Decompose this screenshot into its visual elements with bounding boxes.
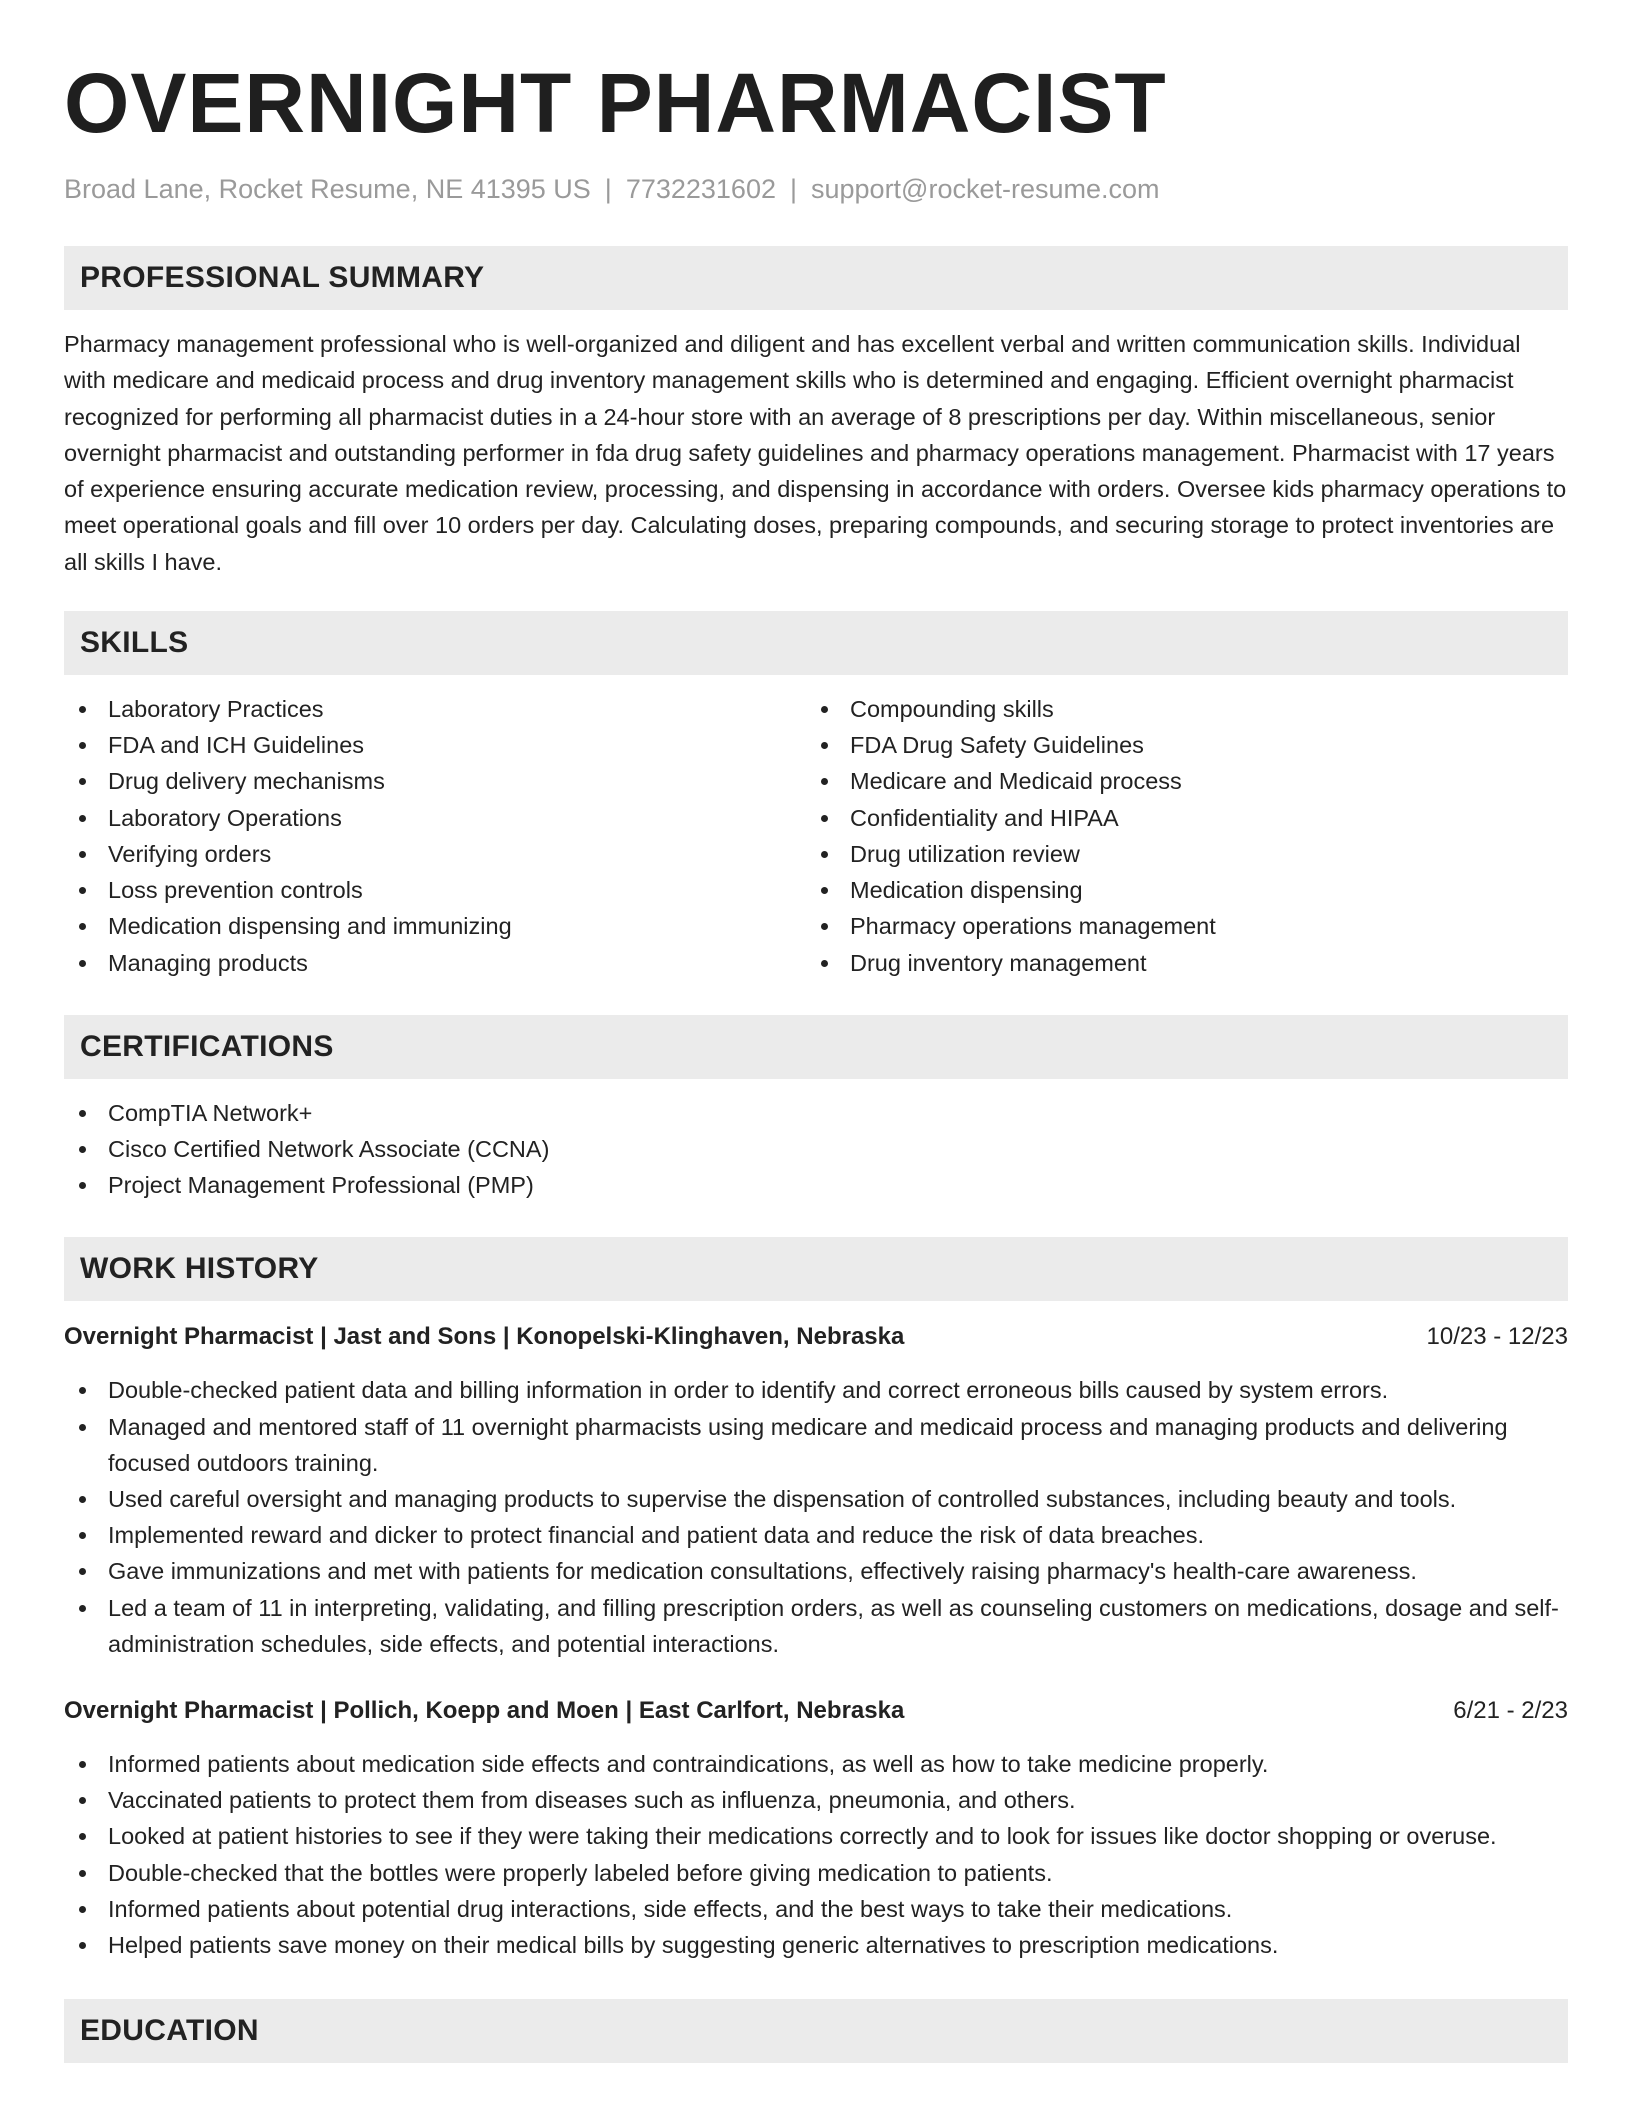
skill-item: FDA Drug Safety Guidelines [806, 727, 1548, 763]
section-title-certifications: CERTIFICATIONS [80, 1029, 334, 1063]
skill-item: Managing products [64, 945, 806, 981]
section-title-skills: SKILLS [80, 626, 189, 660]
certifications-list [64, 1095, 1568, 1204]
skill-item: Pharmacy operations management [806, 908, 1548, 944]
job-bullet: Informed patients about potential drug interactions, side effects, and the best ways to take their medications. [64, 1891, 1568, 1927]
section-header-summary [64, 246, 1568, 310]
section-header-education [64, 1999, 1568, 2063]
job-bullet: Used careful oversight and managing products to supervise the dispensation of controlled substances, including beauty and tools. [64, 1481, 1568, 1517]
section-header-certifications [64, 1015, 1568, 1079]
skill-item: Medication dispensing [806, 872, 1548, 908]
certification-item: Cisco Certified Network Associate (CCNA) [64, 1131, 1568, 1167]
job-heading-row [64, 1320, 1568, 1354]
skill-item: FDA and ICH Guidelines [64, 727, 806, 763]
contact-separator: | [604, 174, 612, 204]
skills-list-left [64, 691, 806, 981]
job-bullet: Informed patients about medication side effects and contraindications, as well as how to take medicine properly. [64, 1746, 1568, 1782]
contact-address: Broad Lane, Rocket Resume, NE 41395 US [64, 174, 591, 204]
contact-phone: 7732231602 [625, 174, 776, 204]
candidate-name: OVERNIGHT PHARMACIST [64, 56, 1167, 150]
job-title: Overnight Pharmacist | Pollich, Koepp and Moen | East Carlfort, Nebraska [64, 1696, 905, 1724]
job-dates: 10/23 - 12/23 [1426, 1323, 1568, 1351]
job-bullet: Led a team of 11 in interpreting, validating, and filling prescription orders, as well as counseling customers on medications, dosage and self-administration schedules, side effects, and potential interactions. [64, 1590, 1568, 1662]
job-title: Overnight Pharmacist | Jast and Sons | Konopelski-Klinghaven, Nebraska [64, 1323, 905, 1351]
section-title-work-history: WORK HISTORY [80, 1252, 319, 1286]
contact-separator: | [789, 174, 797, 204]
contact-line [64, 172, 1568, 206]
skill-item: Laboratory Practices [64, 691, 806, 727]
skills-list-right [806, 691, 1548, 981]
job-bullet: Gave immunizations and met with patients for medication consultations, effectively raising pharmacy's health-care awareness. [64, 1553, 1568, 1589]
job-entry [64, 1694, 1568, 1963]
section-header-work-history [64, 1237, 1568, 1301]
job-bullet: Looked at patient histories to see if they were taking their medications correctly and to look for issues like doctor shopping or overuse. [64, 1818, 1568, 1854]
skill-item: Drug inventory management [806, 945, 1548, 981]
section-header-skills [64, 611, 1568, 675]
skill-item: Confidentiality and HIPAA [806, 800, 1548, 836]
skill-item: Medicare and Medicaid process [806, 763, 1548, 799]
job-bullets [64, 1746, 1568, 1963]
contact-email: support@rocket-resume.com [811, 174, 1160, 204]
job-entry [64, 1320, 1568, 1662]
summary-text: Pharmacy management professional who is well-organized and diligent and has excellent verbal and written communication skills. Individual with medicare and medicaid process and drug inventory management skills who is determined and engaging. Efficient overnight pharmacist recognized for performing all pharmacist duties in a 24-hour store with an average of 8 prescriptions per day. Within miscellaneous, senior overnight pharmacist and outstanding performer in fda drug safety guidelines and pharmacy operations management. Pharmacist with 17 years of experience ensuring accurate medication review, processing, and dispensing in accordance with orders. Oversee kids pharmacy operations to meet operational goals and fill over 10 orders per day. Calculating doses, preparing compounds, and securing storage to protect inventories are all skills I have. [64, 331, 1567, 575]
certification-item: CompTIA Network+ [64, 1095, 1568, 1131]
skill-item: Medication dispensing and immunizing [64, 908, 806, 944]
job-bullet: Helped patients save money on their medical bills by suggesting generic alternatives to prescription medications. [64, 1927, 1568, 1963]
job-bullet: Vaccinated patients to protect them from diseases such as influenza, pneumonia, and others. [64, 1782, 1568, 1818]
skill-item: Compounding skills [806, 691, 1548, 727]
certification-item: Project Management Professional (PMP) [64, 1167, 1568, 1203]
skill-item: Verifying orders [64, 836, 806, 872]
section-title-summary: PROFESSIONAL SUMMARY [80, 261, 485, 294]
skill-item: Drug utilization review [806, 836, 1548, 872]
job-bullet: Managed and mentored staff of 11 overnight pharmacists using medicare and medicaid process and managing products and delivering focused outdoors training. [64, 1409, 1568, 1481]
skills-column-left [64, 691, 806, 981]
job-bullet: Double-checked that the bottles were properly labeled before giving medication to patients. [64, 1855, 1568, 1891]
job-dates: 6/21 - 2/23 [1453, 1696, 1568, 1724]
job-bullet: Double-checked patient data and billing information in order to identify and correct erroneous bills caused by system errors. [64, 1372, 1568, 1408]
skills-grid [64, 691, 1568, 981]
skills-column-right [806, 691, 1548, 981]
job-heading-row [64, 1694, 1568, 1728]
skill-item: Laboratory Operations [64, 800, 806, 836]
section-title-education: EDUCATION [80, 2014, 259, 2048]
skill-item: Drug delivery mechanisms [64, 763, 806, 799]
job-bullets [64, 1372, 1568, 1662]
job-bullet: Implemented reward and dicker to protect financial and patient data and reduce the risk of data breaches. [64, 1517, 1568, 1553]
skill-item: Loss prevention controls [64, 872, 806, 908]
